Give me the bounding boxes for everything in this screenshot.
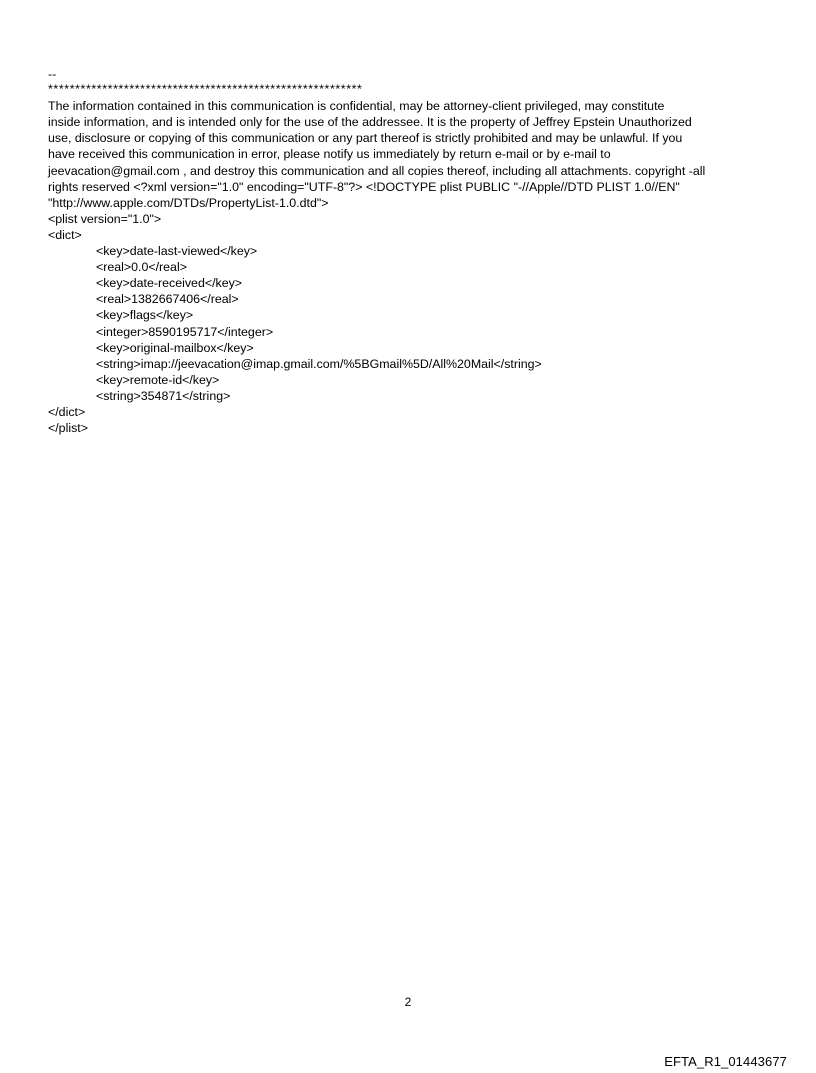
document-body (48, 66, 778, 436)
dict-entry: <string>imap://jeevacation@imap.gmail.com/%5BGmail%5D/All%20Mail</string> (96, 356, 542, 371)
plist-close-tag: </plist> (48, 421, 88, 436)
disclaimer-line: The information contained in this communication is confidential, may be attorney-client privileged, may constitute (48, 99, 665, 114)
dict-close-tag: </dict> (48, 404, 86, 419)
separator-line: -- (48, 67, 57, 81)
page-number: 2 (404, 995, 412, 1009)
asterisk-divider: ********************************************************** (48, 82, 363, 97)
dict-entry: <string>354871</string> (96, 388, 231, 403)
confidentiality-disclaimer (48, 98, 778, 211)
dict-entry: <key>date-received</key> (96, 276, 243, 291)
dict-entry: <key>date-last-viewed</key> (96, 244, 258, 259)
dict-entry: <key>flags</key> (96, 308, 194, 323)
disclaimer-line: jeevacation@gmail.com , and destroy this communication and all copies thereof, including all attachments. copyright -all (48, 163, 706, 178)
dict-entry: <key>remote-id</key> (96, 372, 220, 387)
dict-entry: <key>original-mailbox</key> (96, 340, 254, 355)
disclaimer-line: rights reserved <?xml version="1.0" encoding="UTF-8"?> <!DOCTYPE plist PUBLIC "-//Apple//DTD PLIST 1.0//EN" (48, 179, 680, 194)
disclaimer-line: inside information, and is intended only for the use of the addressee. It is the property of Jeffrey Epstein Unauthorized (48, 115, 692, 130)
bates-number: EFTA_R1_01443677 (664, 1054, 787, 1069)
plist-open-tag: <plist version="1.0"> (48, 211, 162, 226)
disclaimer-line: use, disclosure or copying of this communication or any part thereof is strictly prohibited and may be unlawful. If you (48, 131, 683, 146)
dict-entry: <real>1382667406</real> (96, 292, 239, 307)
dict-entries (48, 243, 778, 404)
disclaimer-line: "http://www.apple.com/DTDs/PropertyList-1.0.dtd"> (48, 195, 329, 210)
disclaimer-line: have received this communication in error, please notify us immediately by return e-mail or by e-mail to (48, 147, 611, 162)
dict-open-tag: <dict> (48, 227, 82, 242)
dict-entry: <integer>8590195717</integer> (96, 324, 274, 339)
dict-entry: <real>0.0</real> (96, 260, 187, 275)
